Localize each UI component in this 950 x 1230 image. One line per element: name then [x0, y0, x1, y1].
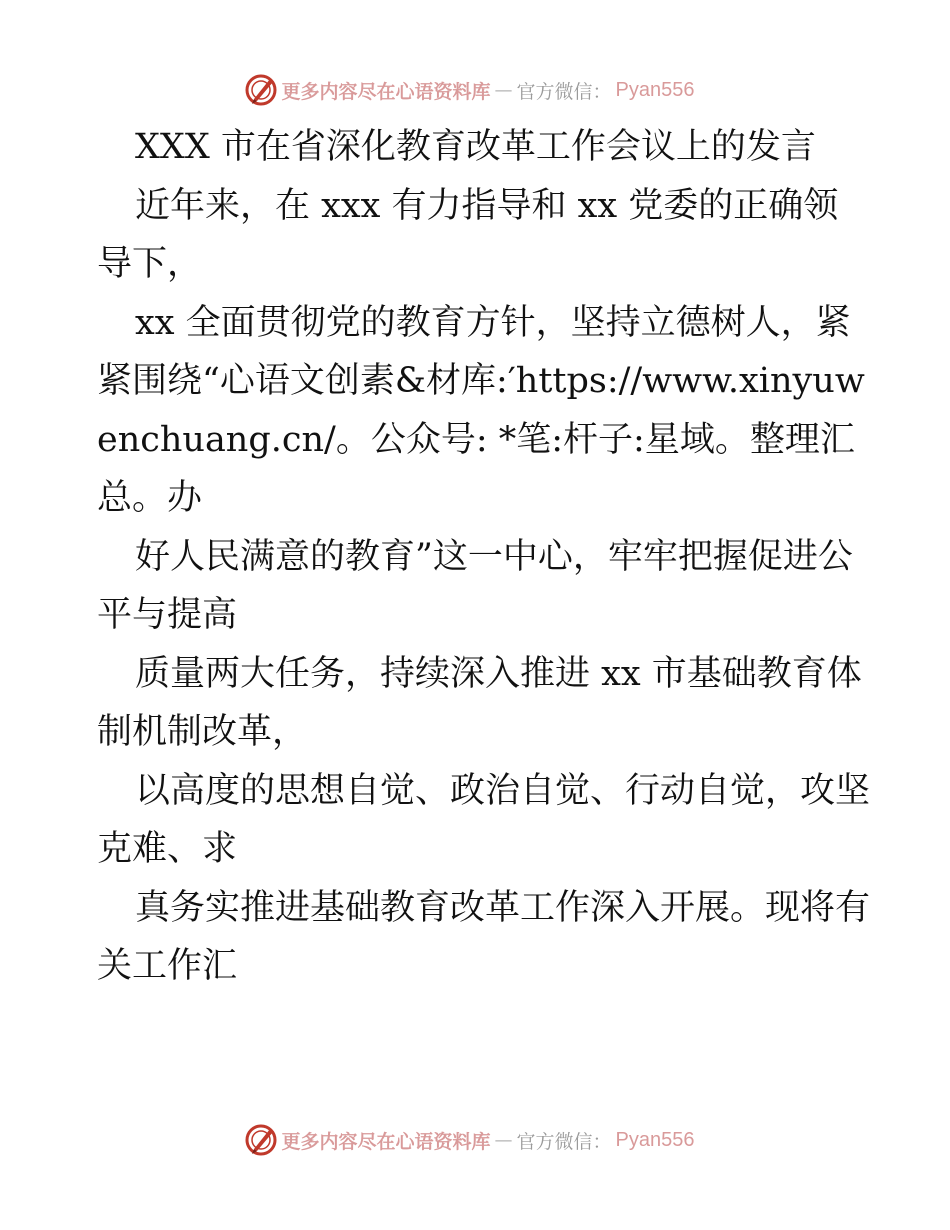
banner-dash: — [494, 79, 513, 101]
paragraph-line: 克难、求 [97, 829, 238, 869]
paragraph-line: 平与提高 [97, 595, 238, 635]
banner-slogan: 更多内容尽在心语资料库 [281, 80, 491, 103]
pen-logo-icon [244, 73, 278, 107]
banner-wechat-label: 官方微信： [516, 1130, 612, 1153]
paragraph-line: 好人民满意的教育”这一中心，牢牢把握促进公 [135, 536, 853, 577]
banner-wechat-label: 官方微信： [516, 80, 612, 103]
header-banner [0, 70, 950, 110]
footer-banner [0, 1120, 950, 1160]
document-title: XXX 市在省深化教育改革工作会议上的发言 [135, 127, 816, 167]
paragraph-line: 制机制改革， [97, 712, 308, 752]
pen-logo-icon [244, 1123, 278, 1157]
paragraph-line: 近年来，在 xxx 有力指导和 xx 党委的正确领 [135, 185, 839, 226]
paragraph-line: enchuang.cn/。公众号: *笔:杆子:星域。整理汇 [97, 419, 855, 460]
paragraph-line: 质量两大任务，持续深入推进 xx 市基础教育体 [135, 653, 862, 694]
banner-dash: — [494, 1129, 513, 1151]
paragraph-line: xx 全面贯彻党的教育方针，坚持立德树人，紧 [135, 302, 851, 343]
paragraph-line: 总。办 [97, 478, 203, 518]
paragraph-line: 以高度的思想自觉、政治自觉、行动自觉，攻坚 [135, 770, 871, 811]
document-body [97, 118, 871, 996]
paragraph-line: 真务实推进基础教育改革工作深入开展。现将有 [135, 887, 871, 928]
banner-wechat-id: Pyan556 [615, 78, 695, 101]
banner-wechat-id: Pyan556 [615, 1128, 695, 1151]
paragraph-line: 关工作汇 [97, 946, 238, 986]
paragraph-line: 导下， [97, 244, 203, 284]
banner-slogan: 更多内容尽在心语资料库 [281, 1130, 491, 1153]
paragraph-line: 紧围绕“心语文创素&材库:′https://www.xinyuw [97, 361, 865, 401]
